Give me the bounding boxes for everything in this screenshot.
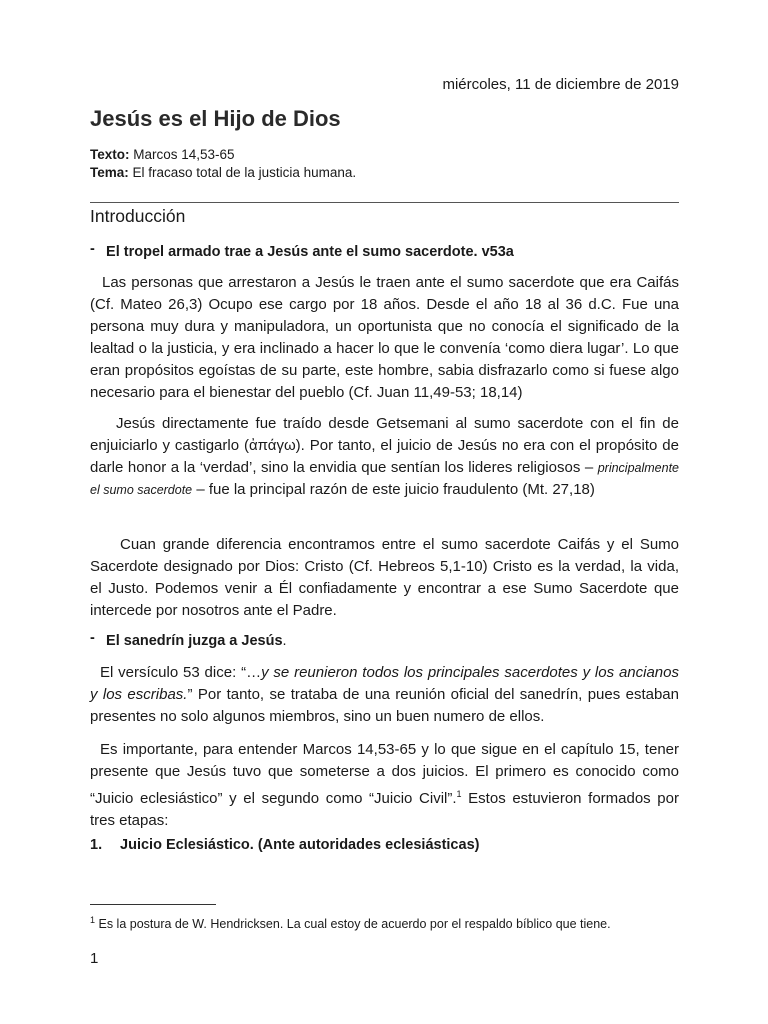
paragraph-2-text-b: – fue la principal razón de este juicio fraudulento (Mt. 27,18) xyxy=(196,481,595,498)
paragraph-4-text-a: El versículo 53 dice: “… xyxy=(100,664,262,681)
footnote-text: Es la postura de W. Hendricksen. La cual estoy de acuerdo por el respaldo bíblico que tiene. xyxy=(98,917,611,932)
texto-label: Texto: xyxy=(90,147,130,162)
paragraph-3: Cuan grande diferencia encontramos entre el sumo sacerdote Caifás y el Sumo Sacerdote designado por Dios: Cristo (Cf. Hebreos 5,1-10) Cristo es la verdad, la vida, el Justo. Podemos venir a Él confiadamente y encontrar a ese Sumo Sacerdote que intercede por nosotros ante el Padre. xyxy=(90,536,679,619)
paragraph-5-text-b: Estos estuvieron formados por tres etapas: xyxy=(90,790,679,829)
numbered-heading xyxy=(90,837,479,853)
page-number: 1 xyxy=(90,950,99,967)
bullet-heading-text: El sanedrín juzga a Jesús xyxy=(106,633,283,649)
bullet-heading-2 xyxy=(90,630,287,649)
footnote xyxy=(90,915,611,931)
paragraph-1: Las personas que arrestaron a Jesús le traen ante el sumo sacerdote que era Caifás (Cf. Mateo 26,3) Ocupo ese cargo por 18 años. Desde el año 18 al 36 d.C. Fue una persona muy dura y manipuladora, un oportunista que no conocía el significado de la lealtad o la justicia, y era inclinado a hacer lo que le convenía ‘como diera lugar’. Lo que eran propósitos egoístas de su parte, este hombre, sabia disfrazarlo como si fuese algo necesario para el bienestar del pueblo (Cf. Juan 11,49-53; 18,14) xyxy=(90,274,679,401)
section-heading: Introducción xyxy=(90,206,186,226)
numbered-heading-text: Juicio Eclesiástico. (Ante autoridades eclesiásticas) xyxy=(120,837,480,853)
bullet-heading-trail: . xyxy=(282,633,287,649)
paragraph-4-italic: y se reunieron todos los principales sacerdotes y los ancianos y los escribas. xyxy=(90,664,679,703)
bullet-dash: - xyxy=(90,241,95,257)
paragraph-2-text-a: Jesús directamente fue traído desde Getsemani al sumo sacerdote con el fin de enjuiciarlo y castigarlo (ἀπάγω). Por tanto, el juicio de Jesús no era con el propósito de darle honor a la ‘verdad’, sino la envidia que sentían los lideres religiosos – xyxy=(90,415,679,476)
paragraph-4-text-b: ” Por tanto, se trataba de una reunión oficial del sanedrín, pues estaban presentes no solo algunos miembros, sino un buen numero de ellos. xyxy=(90,686,679,725)
footnote-divider xyxy=(90,904,216,905)
document-meta xyxy=(90,146,356,182)
paragraph-5 xyxy=(90,739,679,832)
bullet-heading-1 xyxy=(90,241,514,260)
texto-value: Marcos 14,53-65 xyxy=(133,147,235,162)
document-date: miércoles, 11 de diciembre de 2019 xyxy=(442,76,679,93)
tema-line xyxy=(90,164,356,182)
bullet-dash: - xyxy=(90,630,95,646)
footnote-mark: 1 xyxy=(90,915,96,925)
footnote-reference[interactable]: 1 xyxy=(456,789,462,799)
tema-value: El fracaso total de la justicia humana. xyxy=(132,165,357,180)
numbered-heading-number: 1. xyxy=(90,837,103,853)
document-page xyxy=(90,0,679,1024)
document-title: Jesús es el Hijo de Dios xyxy=(90,106,341,131)
paragraph-5-text-a: Es importante, para entender Marcos 14,53-65 y lo que sigue en el capítulo 15, tener presente que Jesús tuvo que someterse a dos juicios. El primero es conocido como “Juicio eclesiástico” y el segundo como “Juicio Civil”. xyxy=(90,741,679,807)
paragraph-2 xyxy=(90,413,679,501)
texto-line xyxy=(90,146,356,164)
bullet-heading-text: El tropel armado trae a Jesús ante el sumo sacerdote. v53a xyxy=(106,244,514,260)
paragraph-2-italic: principalmente el sumo sacerdote xyxy=(90,461,680,497)
tema-label: Tema: xyxy=(90,165,129,180)
section-divider xyxy=(90,202,679,203)
paragraph-4 xyxy=(90,662,679,728)
